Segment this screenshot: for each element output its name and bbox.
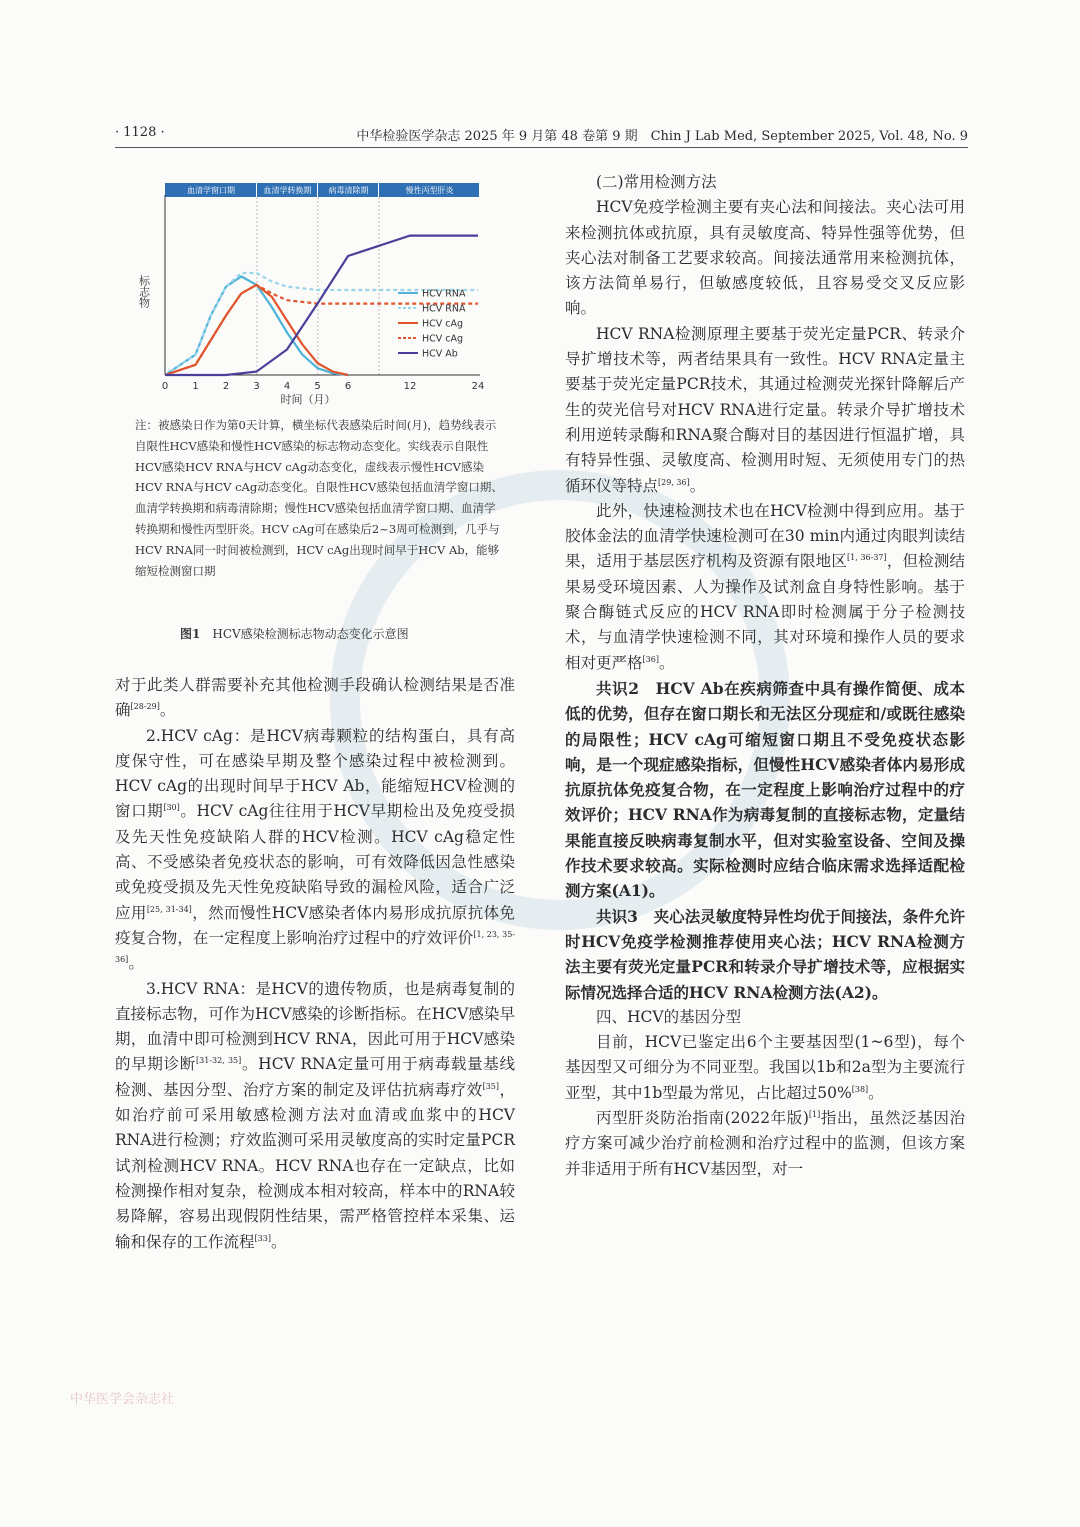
stage-label-2: 病毒清除期 (328, 186, 369, 195)
right-column (565, 170, 965, 1182)
legend-label-3: HCV cAg (422, 333, 464, 345)
left-paragraph-hcv-rna: 3.HCV RNA：是HCV的遗传物质，也是病毒复制的直接标志物，可作为HCV感染的诊断指标。在HCV感染早期，血清中即可检测到HCV RNA，因此可用于HCV感染的早期诊断[31-32, 35]。HCV RNA定量可用于病毒载量基线检测、基因分型、治疗方案的制定及评估抗病毒疗效[35]，如治疗前可采用敏感检测方法对血清或血浆中的HCV RNA进行检测；疗效监测可采用灵敏度高的实时定量PCR试剂检测HCV RNA。HCV RNA也存在一定缺点，比如检测操作相对复杂，检测成本相对较高，样本中的RNA较易降解，容易出现假阴性结果，需严格管控样本采集、运输和保存的工作流程[33]。 (115, 979, 515, 1251)
x-tick-12: 12 (403, 381, 417, 392)
left-column (115, 673, 515, 1255)
x-tick-3: 3 (253, 381, 260, 392)
x-axis-label: 时间（月） (280, 393, 336, 406)
section-heading-genotyping: 四、HCV的基因分型 (596, 1007, 742, 1026)
page-number: · 1128 · (115, 125, 165, 140)
legend-label-1: HCV RNA (422, 303, 466, 315)
journal-info: 中华检验医学杂志 2025 年 9 月第 48 卷第 9 期 Chin J Lab Med, September 2025, Vol. 48, No. 9 (356, 129, 968, 144)
page-header (115, 125, 968, 148)
right-paragraph-guideline: 丙型肝炎防治指南(2022年版)[1]指出，虽然泛基因治疗方案可减少治疗前检测和治疗过程中的监测，但该方案并非适用于所有HCV基因型，对一 (565, 1108, 965, 1178)
consensus-2: 共识2 HCV Ab在疾病筛查中具有操作简便、成本低的优势，但存在窗口期长和无法区分现症和/或既往感染的局限性；HCV cAg可缩短窗口期且不受免疫状态影响，是一个现症感染指标，但慢性HCV感染者体内易形成抗原抗体免疫复合物，在一定程度上影响治疗过程中的疗效评价；HCV RNA作为病毒复制的直接标志物，定量结果能直接反映病毒复制水平，但对实验室设备、空间及操作技术要求较高。实际检测时应结合临床需求选择适配检测方案(A1)。 (565, 678, 965, 901)
caption-label: 图1 (180, 627, 201, 641)
figure-1 (130, 175, 505, 410)
x-tick-1: 1 (192, 381, 199, 392)
x-tick-24: 24 (471, 381, 485, 392)
legend-label-4: HCV Ab (422, 348, 458, 360)
right-paragraph-genotypes: 目前，HCV已鉴定出6个主要基因型(1~6型)，每个基因型又可细分为不同亚型。我国以1b和2a型为主要流行亚型，其中1b型最为常见，占比超过50%[38]。 (565, 1033, 965, 1102)
x-tick-6: 6 (344, 381, 352, 392)
figure-note: 注：被感染日作为第0天计算，横坐标代表感染后时间(月)，趋势线表示自限性HCV感染和慢性HCV感染的标志物动态变化。实线表示自限性HCV感染HCV RNA与HCV cAg动态变化，虚线表示慢性HCV感染HCV RNA与HCV cAg动态变化。自限性HCV感染包括血清学窗口期、血清学转换期和病毒清除期；慢性HCV感染包括血清学窗口期、血清学转换期和慢性丙型肝炎。HCV cAg可在感染后2~3周可检测到，几乎与HCV RNA同一时间被检测到，HCV cAg出现时间早于HCV Ab，能够缩短检测窗口期 (135, 418, 503, 578)
legend-label-0: HCV RNA (422, 288, 466, 300)
x-tick-5: 5 (314, 381, 321, 392)
left-paragraph-1: 对于此类人群需要补充其他检测手段确认检测结果是否准确[28-29]。 (115, 676, 515, 720)
stage-label-0: 血清学窗口期 (187, 186, 235, 195)
section-heading-methods: (二)常用检测方法 (596, 173, 717, 191)
publisher-watermark-logo: 中华医学会杂志社 (70, 1392, 175, 1407)
figure-caption (180, 625, 409, 642)
right-paragraph-rna-detection: HCV RNA检测原理主要基于荧光定量PCR、转录介导扩增技术等，两者结果具有一致性。HCV RNA定量主要基于荧光定量PCR技术，其通过检测荧光探针降解后产生的荧光信号对HCV RNA进行定量。转录介导扩增技术利用逆转录酶和RNA聚合酶对目的基因进行恒温扩增，具有特异性强、灵敏度高、检测用时短、无须使用专门的热循环仪等特点[29, 36]。 (565, 324, 965, 495)
right-paragraph-rapid-test: 此外，快速检测技术也在HCV检测中得到应用。基于胶体金法的血清学快速检测可在30 min内通过肉眼判读结果，适用于基层医疗机构及资源有限地区[1, 36-37]，但检测结果易受环境因素、人为操作及试剂盒自身特性影响。基于聚合酶链式反应的HCV RNA即时检测属于分子检测技术，与血清学快速检测不同，其对环境和操作人员的要求相对更严格[36]。 (565, 501, 965, 672)
x-tick-2: 2 (222, 381, 230, 392)
stage-label-3: 慢性丙型肝炎 (405, 186, 454, 195)
x-tick-0: 0 (161, 381, 169, 392)
right-paragraph-immunoassay: HCV免疫学检测主要有夹心法和间接法。夹心法可用来检测抗体或抗原，具有灵敏度高、特异性强等优势，但夹心法对制备工艺要求较高。间接法通常用来检测抗体，该方法简单易行，但敏感度较低，且容易受交叉反应影响。 (565, 198, 965, 318)
caption-text: HCV感染检测标志物动态变化示意图 (212, 627, 409, 641)
consensus-3: 共识3 夹心法灵敏度特异性均优于间接法，条件允许时HCV免疫学检测推荐使用夹心法；HCV RNA检测方法主要有荧光定量PCR和转录介导扩增技术等，应根据实际情况选择合适的HCV RNA检测方法(A2)。 (565, 906, 965, 1002)
stage-label-1: 血清学转换期 (263, 186, 312, 195)
hcv-marker-chart (130, 175, 505, 410)
x-tick-4: 4 (283, 381, 291, 392)
legend-label-2: HCV cAg (422, 318, 464, 330)
left-paragraph-hcv-cag: 2.HCV cAg：是HCV病毒颗粒的结构蛋白，具有高度保守性，可在感染早期及整个感染过程中被检测到。HCV cAg的出现时间早于HCV Ab，能缩短HCV检测的窗口期[30]。HCV cAg往往用于HCV早期检出及免疫受损及先天性免疫缺陷人群的HCV检测。HCV cAg稳定性高、不受感染者免疫状态的影响，可有效降低因急性感染或免疫受损及先天性免疫缺陷导致的漏检风险，适合广泛应用[25, 31-34]，然而慢性HCV感染者体内易形成抗原抗体免疫复合物，在一定程度上影响治疗过程中的疗效评价[1, 23, 35-36]。 (115, 726, 515, 973)
y-axis-label: 标志物 (137, 275, 151, 308)
